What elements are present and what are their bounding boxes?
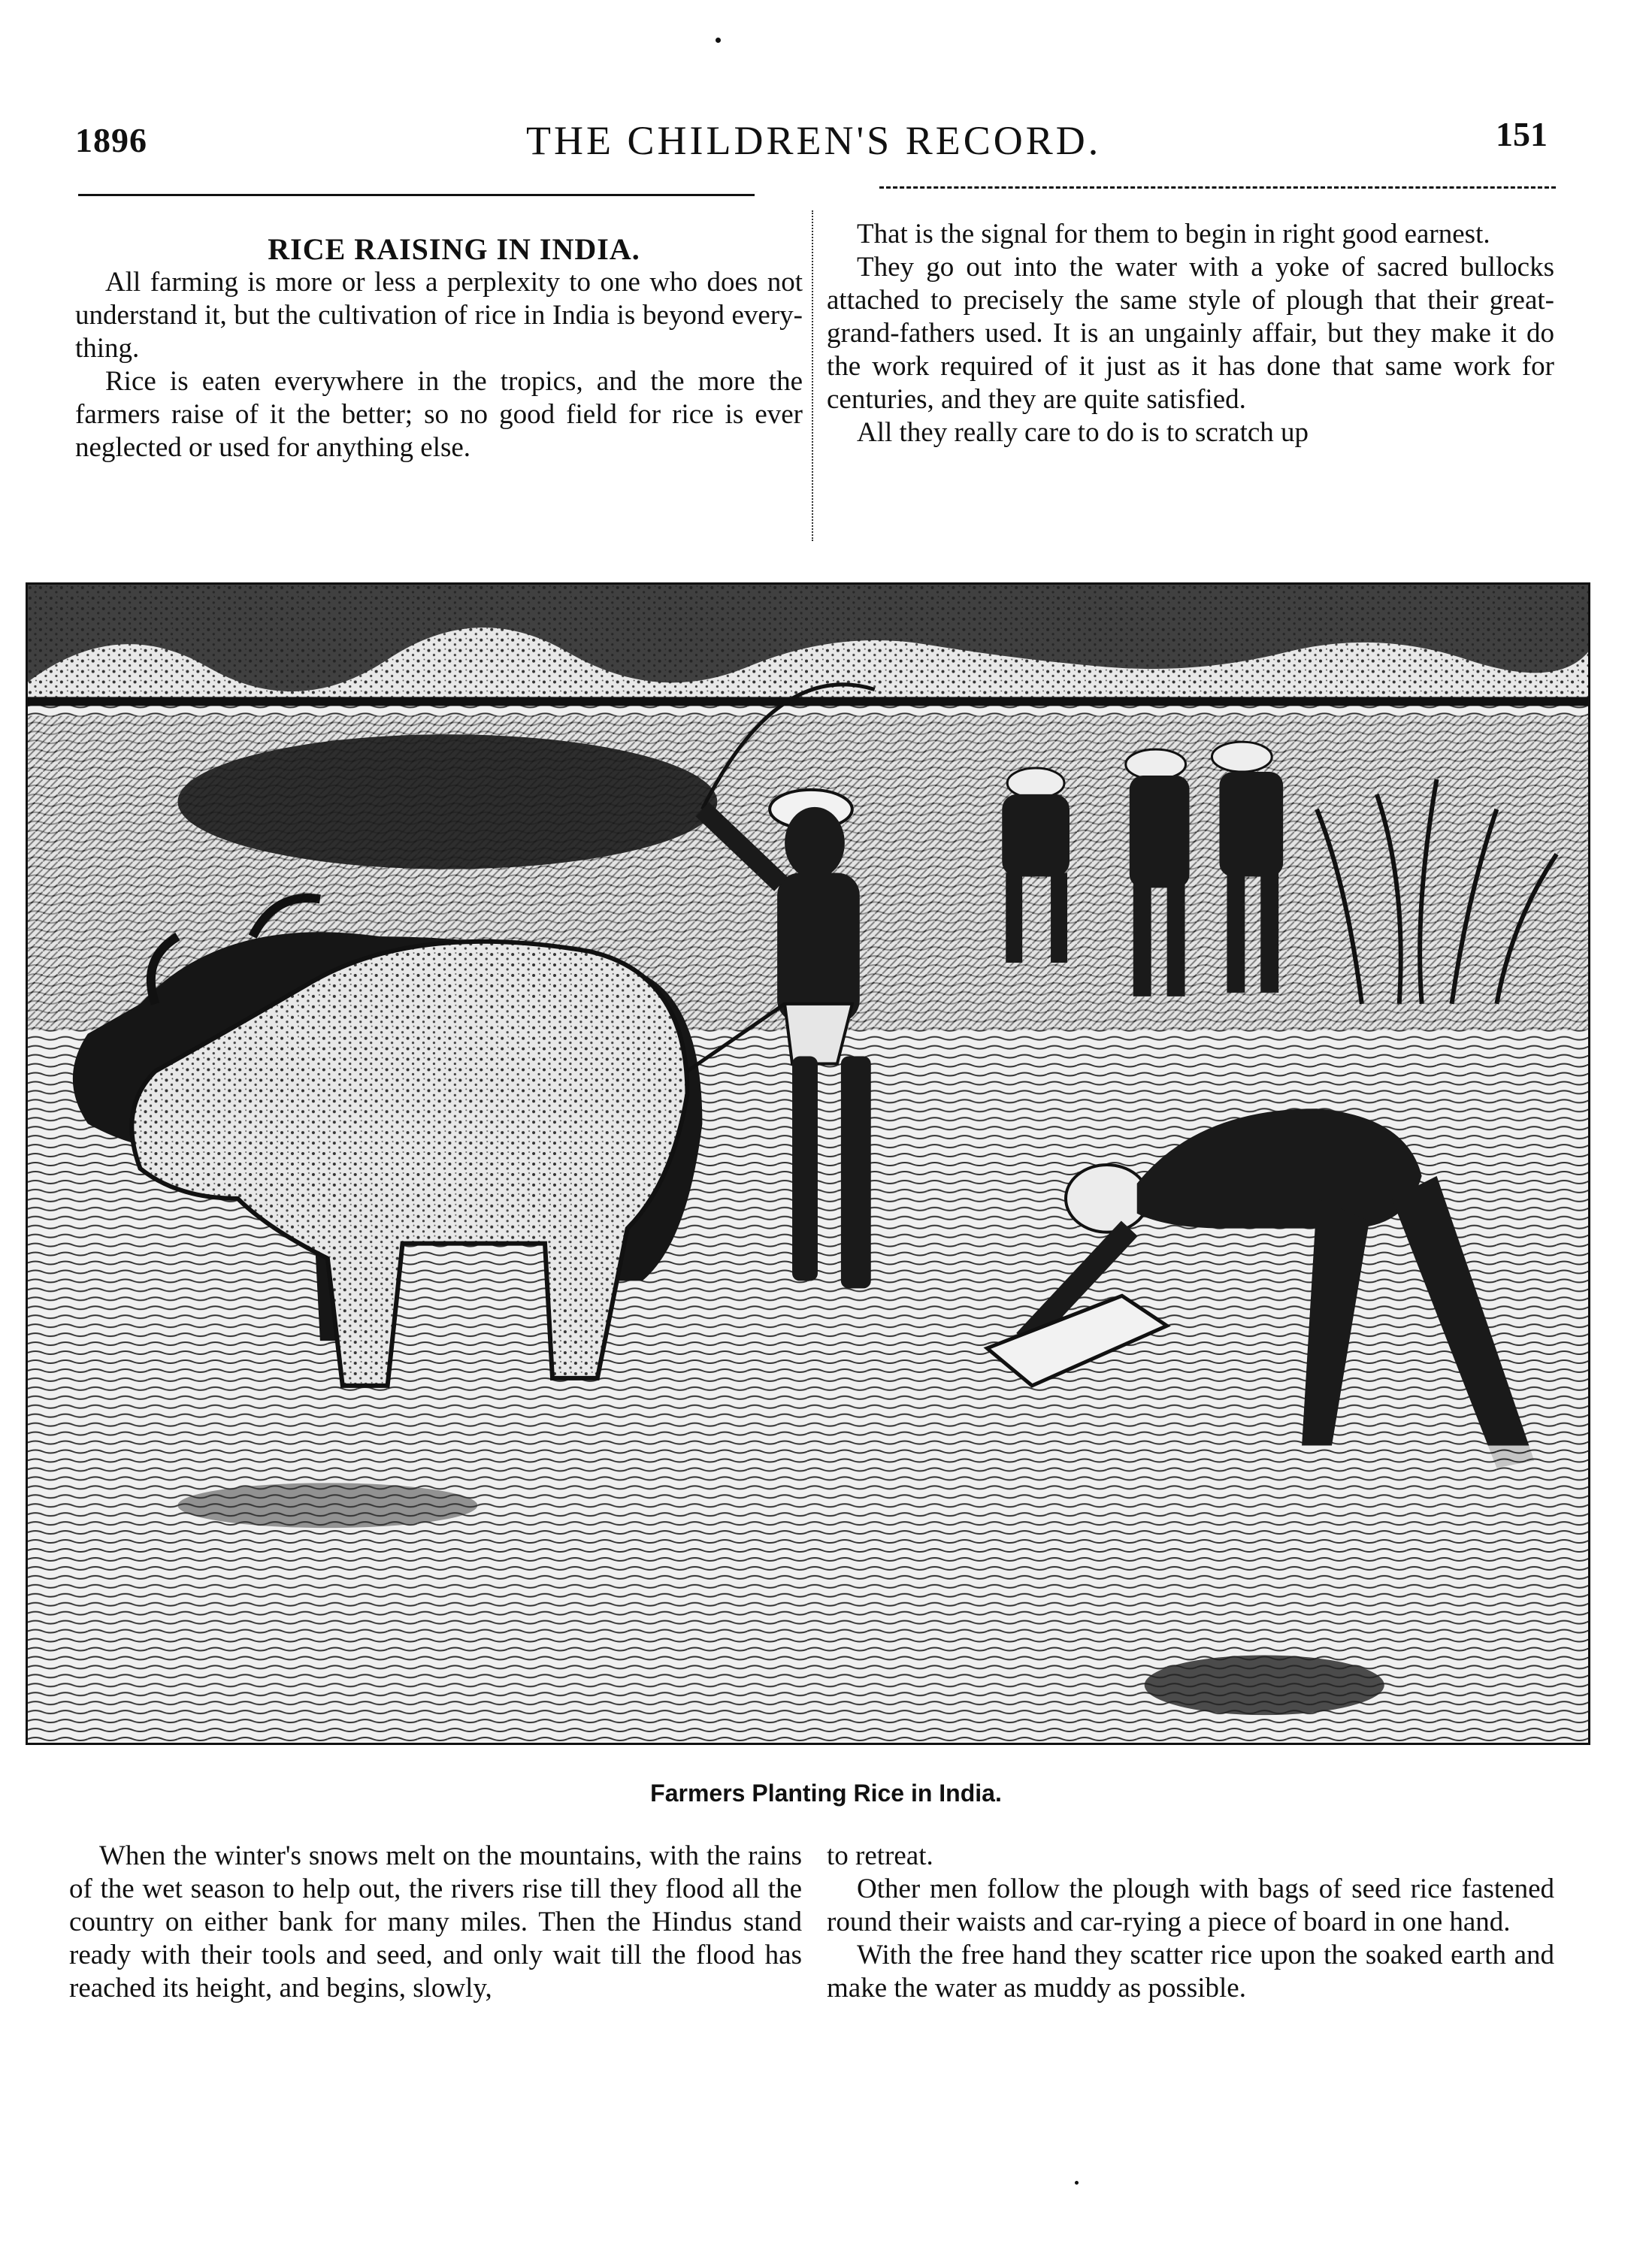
article-title: RICE RAISING IN INDIA.: [268, 232, 640, 266]
paragraph: All farming is more or less a perplexity to one who does not understand it, but the cultivation of rice in India is beyond every-thing.: [75, 267, 803, 364]
paragraph: With the free hand they scatter rice upon the soaked earth and make the water as muddy as possible.: [827, 1940, 1554, 2004]
print-speck: [1075, 2181, 1079, 2185]
header-year: 1896: [75, 121, 147, 159]
column-left-bottom: [69, 1840, 802, 2005]
print-speck: [716, 38, 721, 43]
paragraph: Rice is eaten everywhere in the tropics, and the more the farmers raise of it the better; so no good field for rice is ever neglected or used for anything else.: [75, 366, 803, 463]
illustration-caption: Farmers Planting Rice in India.: [650, 1780, 1002, 1807]
paragraph: All they really care to do is to scratch up: [857, 417, 1309, 448]
header-rule-right: [879, 186, 1556, 189]
paragraph: Other men follow the plough with bags of seed rice fastened round their waists and car-rying a piece of board in one hand.: [827, 1873, 1554, 1937]
rice-planting-illustration: [26, 582, 1590, 1745]
engraving-image: [28, 585, 1588, 1743]
page-number: 151: [1496, 115, 1548, 153]
column-divider: [812, 210, 813, 541]
paragraph: That is the signal for them to begin in right good earnest.: [857, 219, 1490, 249]
header-rule-left: [78, 194, 755, 196]
running-header: [0, 113, 1652, 165]
paragraph: When the winter's snows melt on the mountains, with the rains of the wet season to help out, the rivers rise till they flood all the country on either bank for many miles. Then the Hindus stand ready with their tools and seed, and only wait till the flood has reached its height, and begins, slowly,: [69, 1840, 802, 2004]
column-right-top: [827, 218, 1554, 449]
paragraph: to retreat.: [827, 1840, 933, 1871]
column-left-top: [75, 233, 803, 464]
publication-title: THE CHILDREN'S RECORD.: [526, 118, 1102, 163]
paragraph: They go out into the water with a yoke of sacred bullocks attached to precisely the same style of plough that their great-grand-fathers used. It is an ungainly affair, but they make it do the work required of it just as it has done that same work for centuries, and they are quite satisfied.: [827, 252, 1554, 415]
column-right-bottom: [827, 1840, 1554, 2005]
